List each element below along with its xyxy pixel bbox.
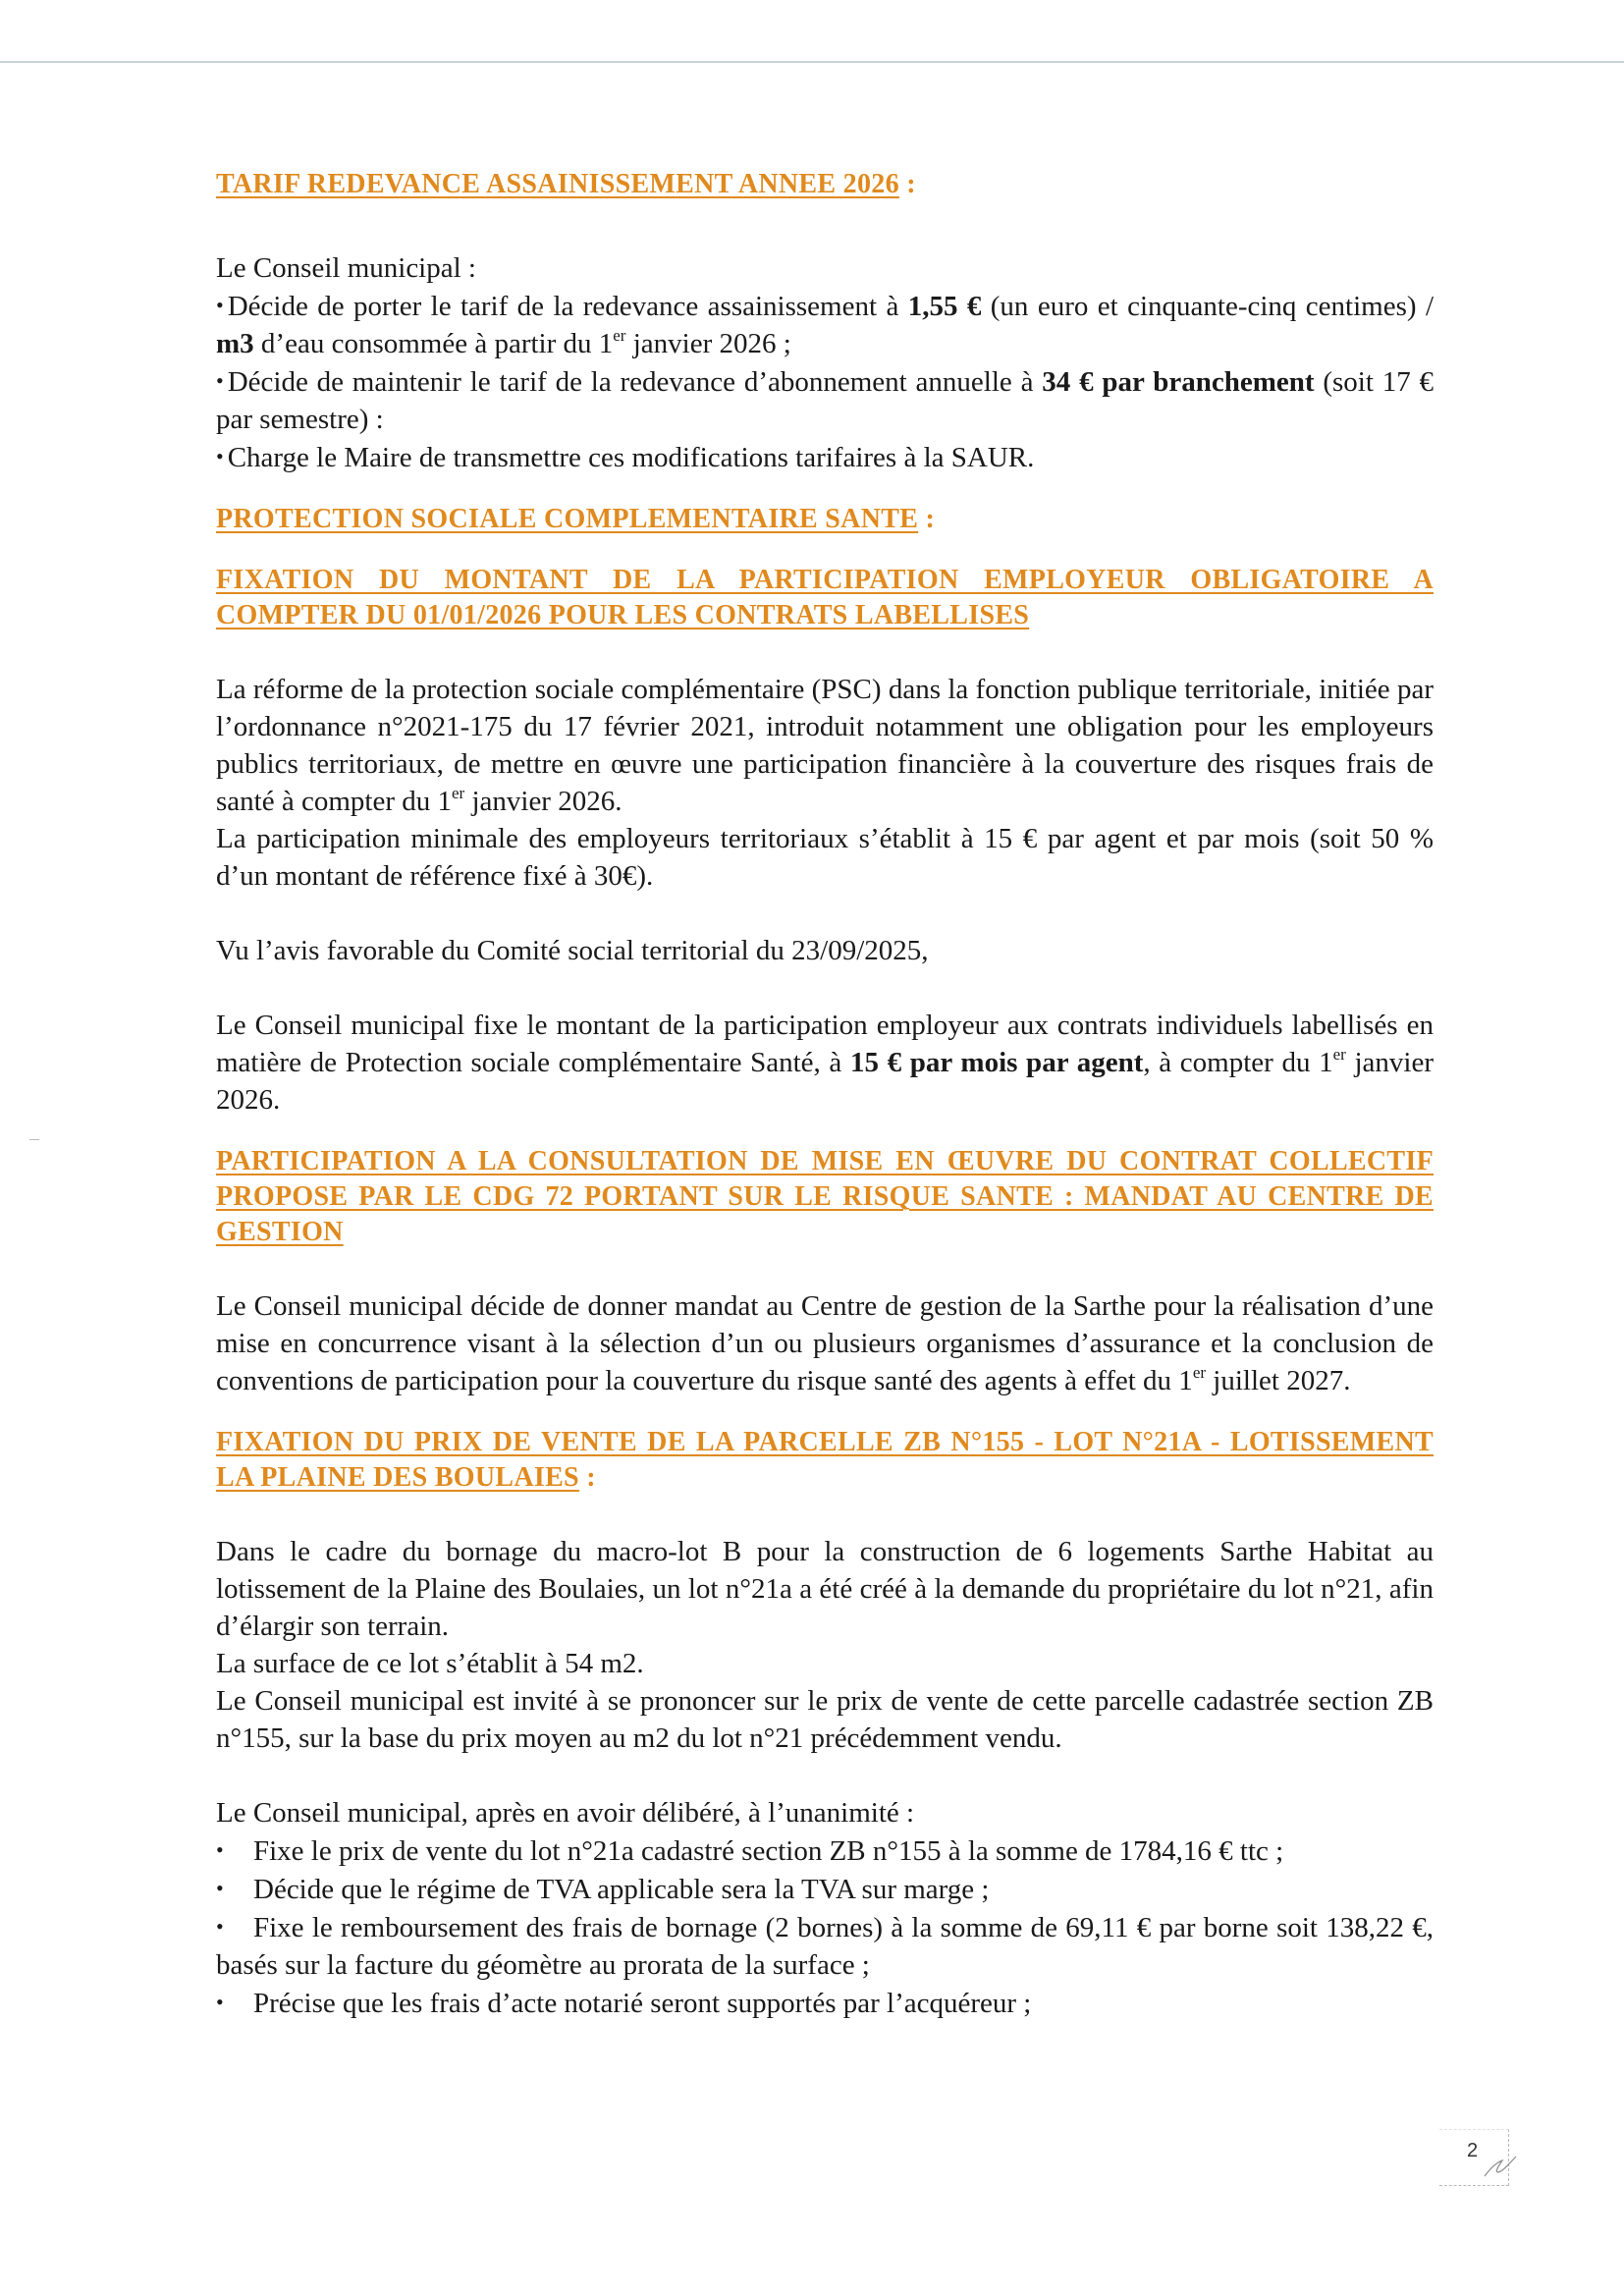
- parcelle-paragraph-4: Le Conseil municipal, après en avoir délibéré, à l’unanimité :: [216, 1797, 915, 1829]
- psc-paragraph-1: La réforme de la protection sociale complémentaire (PSC) dans la fonction publique territoriale, initiée par l’ordonnance n°2021-175 du 17 février 2021, introduit notamment une obligation pour les employeurs publics territoriaux, de mettre en œuvre une participation financière à la couverture des risques frais de santé à compter du 1er janvier 2026.: [216, 674, 1434, 817]
- document-page: [216, 167, 1434, 2022]
- page-number: 2: [1467, 2140, 1479, 2161]
- bullet-icon: •: [216, 444, 224, 468]
- bullet-icon: •: [216, 1914, 224, 1939]
- list-item: • Décide de maintenir le tarif de la redevance d’abonnement annuelle à 34 € par branchement (soit 17 € par semestre) :: [216, 366, 1435, 435]
- redevance-bullet-list: [216, 287, 1434, 476]
- section-heading-redevance: TARIF REDEVANCE ASSAINISSEMENT ANNEE 2026 :: [216, 169, 916, 199]
- top-rule: [0, 61, 1624, 63]
- bullet-icon: •: [216, 368, 224, 393]
- cdg-paragraph: Le Conseil municipal décide de donner mandat au Centre de gestion de la Sarthe pour la réalisation d’une mise en concurrence visant à la sélection d’un ou plusieurs organismes d’assurance et la conclusion de conventions de participation pour la couverture du risque santé des agents à effet du 1er juillet 2027.: [216, 1290, 1434, 1396]
- parcelle-paragraph-3: Le Conseil municipal est invité à se prononcer sur le prix de vente de cette parcelle cadastrée section ZB n°155, sur la base du prix moyen au m2 du lot n°21 précédemment vendu.: [216, 1685, 1434, 1754]
- parcelle-bullet-list: [216, 1831, 1434, 2022]
- list-item: • Précise que les frais d’acte notarié seront supportés par l’acquéreur ;: [216, 1984, 1434, 2022]
- redevance-intro: Le Conseil municipal :: [216, 252, 476, 284]
- section-heading-cdg: PARTICIPATION A LA CONSULTATION DE MISE EN ŒUVRE DU CONTRAT COLLECTIF PROPOSE PAR LE CDG 72 PORTANT SUR LE RISQUE SANTE : MANDAT AU CENTRE DE GESTION: [216, 1146, 1434, 1247]
- psc-paragraph-2: La participation minimale des employeurs territoriaux s’établit à 15 € par agent et par mois (soit 50 % d’un montant de référence fixé à 30€).: [216, 823, 1434, 892]
- section-heading-psc: PROTECTION SOCIALE COMPLEMENTAIRE SANTE :: [216, 504, 936, 534]
- list-item: • Décide que le régime de TVA applicable sera la TVA sur marge ;: [216, 1870, 1434, 1908]
- bullet-icon: •: [216, 293, 224, 317]
- parcelle-paragraph-1: Dans le cadre du bornage du macro-lot B pour la construction de 6 logements Sarthe Habitat au lotissement de la Plaine des Boulaies, un lot n°21a a été créé à la demande du propriétaire du lot n°21, afin d’élargir son terrain.: [216, 1536, 1434, 1642]
- list-item: • Fixe le remboursement des frais de bornage (2 bornes) à la somme de 69,11 € par borne soit 138,22 €, basés sur la facture du géomètre au prorata de la surface ;: [216, 1908, 1434, 1984]
- list-item: • Décide de porter le tarif de la redevance assainissement à 1,55 € (un euro et cinquante-cinq centimes) / m3 d’eau consommée à partir du 1er janvier 2026 ;: [216, 291, 1434, 359]
- list-item: • Fixe le prix de vente du lot n°21a cadastré section ZB n°155 à la somme de 1784,16 € ttc ;: [216, 1831, 1434, 1870]
- margin-mark: [29, 1139, 39, 1140]
- bullet-icon: •: [216, 1837, 224, 1862]
- psc-paragraph-3: Vu l’avis favorable du Comité social territorial du 23/09/2025,: [216, 935, 929, 966]
- bullet-icon: •: [216, 1990, 224, 2014]
- list-item: • Charge le Maire de transmettre ces modifications tarifaires à la SAUR.: [216, 442, 1035, 473]
- bullet-icon: •: [216, 1876, 224, 1900]
- initials-mark-icon: [1481, 2151, 1520, 2180]
- section-heading-parcelle: FIXATION DU PRIX DE VENTE DE LA PARCELLE ZB N°155 - LOT N°21A - LOTISSEMENT LA PLAINE DES BOULAIES :: [216, 1427, 1434, 1493]
- psc-paragraph-4: Le Conseil municipal fixe le montant de la participation employeur aux contrats individuels labellisés en matière de Protection sociale complémentaire Santé, à 15 € par mois par agent, à compter du 1er janvier 2026.: [216, 1010, 1435, 1116]
- section-subheading-psc: FIXATION DU MONTANT DE LA PARTICIPATION EMPLOYEUR OBLIGATOIRE A COMPTER DU 01/01/2026 POUR LES CONTRATS LABELLISES: [216, 565, 1434, 630]
- parcelle-paragraph-2: La surface de ce lot s’établit à 54 m2.: [216, 1648, 644, 1679]
